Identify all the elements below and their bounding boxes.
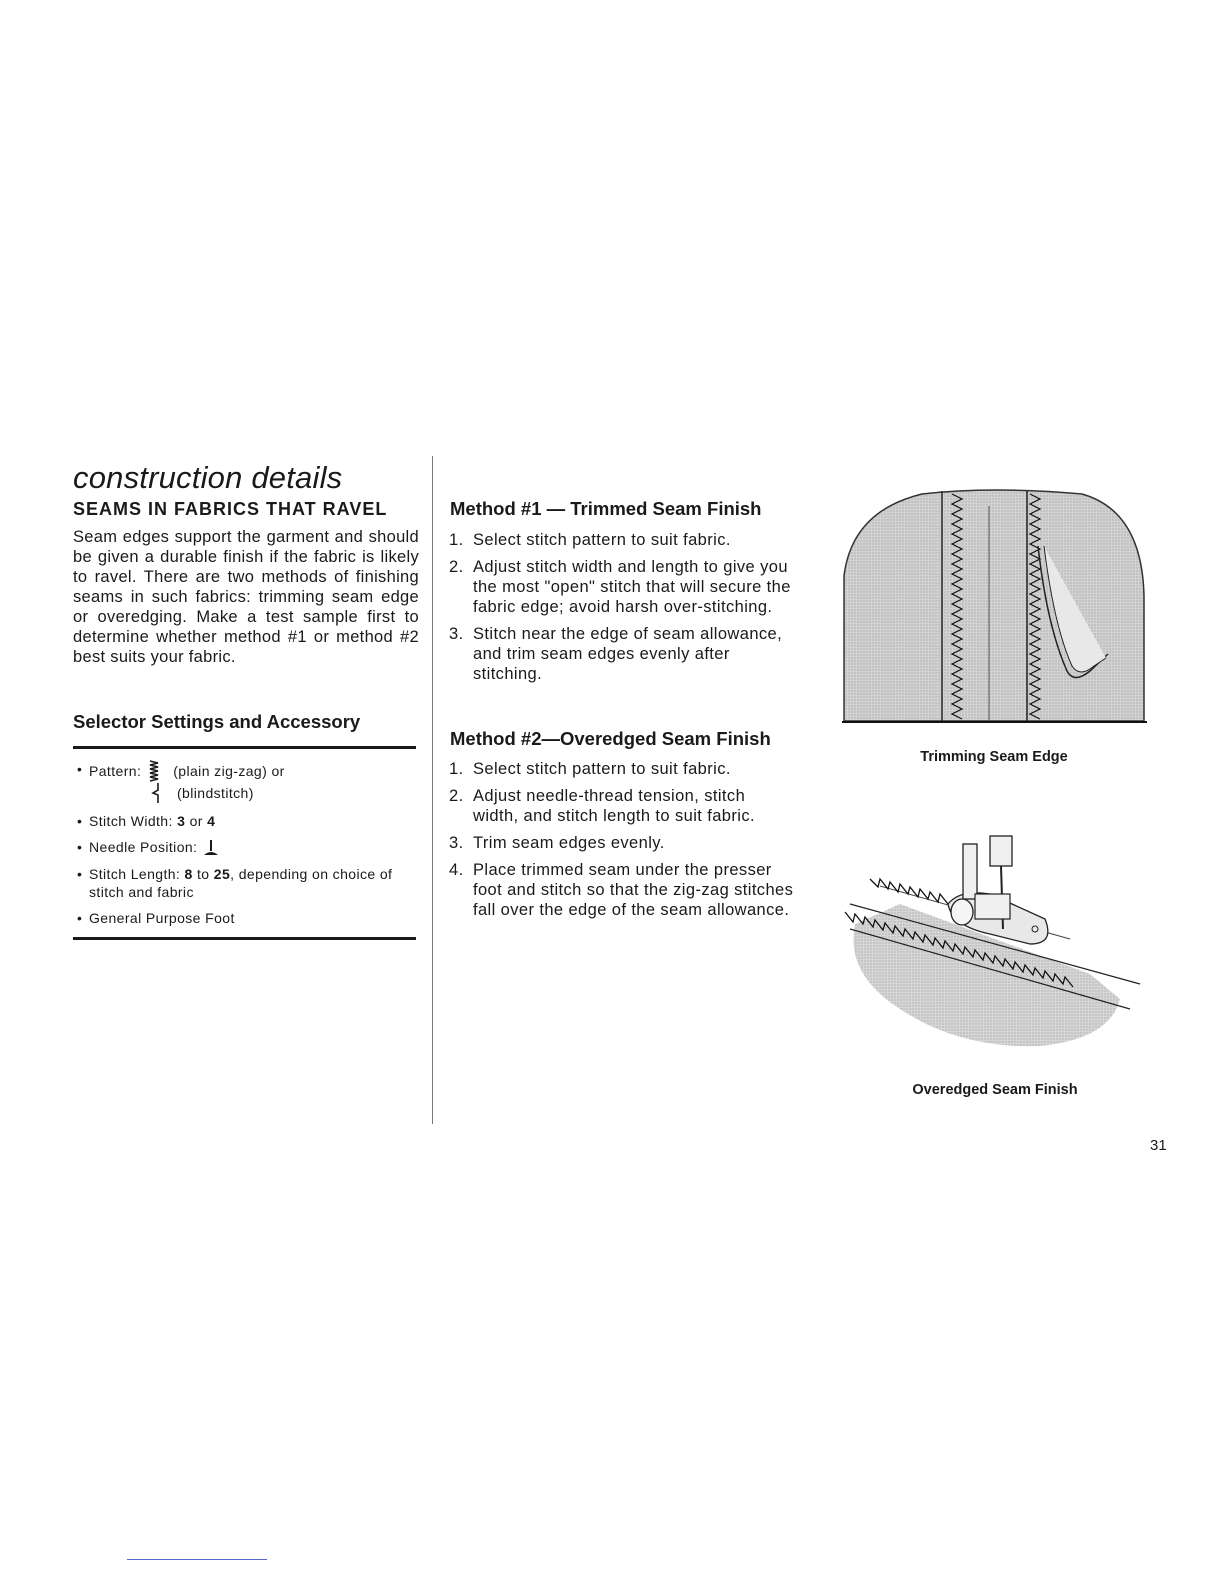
stitch-width-value-a: 3 [177, 813, 186, 829]
stitch-length-to-word: to [197, 866, 210, 883]
blindstitch-pattern-icon [151, 782, 165, 804]
page-number: 31 [1150, 1137, 1167, 1154]
method-2-steps [449, 759, 794, 927]
list-item [449, 557, 794, 617]
stitch-length-from: 8 [184, 866, 193, 883]
bottom-rule [127, 1559, 267, 1560]
method-2-heading: Method #2—Overedged Seam Finish [450, 728, 771, 749]
stitch-width-or: or [189, 813, 203, 829]
section-title: construction details [73, 460, 343, 495]
figure-caption-overedged: Overedged Seam Finish [912, 1082, 1078, 1098]
step-text: Stitch near the edge of seam allowance, and trim seam edges evenly after stitching. [473, 625, 783, 683]
setting-stitch-length [77, 865, 422, 901]
step-text: Select stitch pattern to suit fabric. [473, 531, 731, 549]
step-number: 2. [449, 558, 464, 576]
foot-label: General Purpose Foot [89, 910, 235, 927]
pattern-option-blindstitch: (blindstitch) [177, 785, 254, 801]
zigzag-pattern-icon [147, 760, 161, 782]
section-subtitle: SEAMS IN FABRICS THAT RAVEL [73, 499, 388, 519]
step-number: 4. [449, 861, 464, 879]
needle-position-label: Needle Position: [89, 839, 198, 855]
step-number: 3. [449, 834, 464, 852]
selector-settings-heading: Selector Settings and Accessory [73, 711, 361, 732]
list-item [449, 786, 794, 826]
setting-pattern [77, 760, 422, 804]
list-item [449, 860, 794, 920]
list-item [449, 530, 794, 550]
step-number: 3. [449, 625, 464, 643]
column-divider [432, 456, 433, 1124]
overedged-seam-finish-illustration [840, 834, 1145, 1049]
list-item [449, 624, 794, 684]
list-item [449, 759, 794, 779]
step-text: Place trimmed seam under the presser foot and stitch so that the zig-zag stitches fall over the edge of the seam allowance. [473, 861, 794, 919]
stitch-length-to: 25 [213, 866, 231, 883]
step-text: Adjust needle-thread tension, stitch width, and stitch length to suit fabric. [473, 787, 755, 825]
setting-needle-position [77, 838, 422, 857]
setting-foot [77, 909, 422, 927]
trimming-seam-edge-illustration [842, 486, 1147, 726]
figure-caption-trimming: Trimming Seam Edge [920, 749, 1068, 765]
intro-paragraph: Seam edges support the garment and should be given a durable finish if the fabric is likely to ravel. There are two methods of finishing seams in such fabrics: trimming seam edge or overedging. Make a test sample first to determine whether method #1 or method #2 best suits your fabric. [73, 528, 419, 666]
step-text: Adjust stitch width and length to give you the most "open" stitch that will secure the fabric edge; avoid harsh over-stitching. [473, 558, 791, 616]
pattern-label: • Pattern: [89, 763, 142, 779]
setting-stitch-width [77, 812, 422, 830]
list-item [449, 833, 794, 853]
stitch-width-value-b: 4 [207, 813, 216, 829]
settings-top-rule [73, 746, 416, 749]
step-text: Select stitch pattern to suit fabric. [473, 760, 731, 778]
stitch-width-label: Stitch Width: [89, 813, 173, 829]
step-number: 1. [449, 760, 464, 778]
stitch-length-rest: , depending on choice of stitch and fabric [89, 866, 393, 901]
pattern-option-zigzag: (plain zig-zag) or [173, 763, 285, 779]
stitch-length-label: Stitch Length: [89, 866, 181, 883]
settings-bottom-rule [73, 937, 416, 940]
step-text: Trim seam edges evenly. [473, 834, 665, 852]
step-number: 1. [449, 531, 464, 549]
needle-position-icon [202, 839, 220, 857]
method-1-steps [449, 530, 794, 691]
method-1-heading: Method #1 — Trimmed Seam Finish [450, 498, 762, 519]
step-number: 2. [449, 787, 464, 805]
settings-list [77, 760, 422, 935]
